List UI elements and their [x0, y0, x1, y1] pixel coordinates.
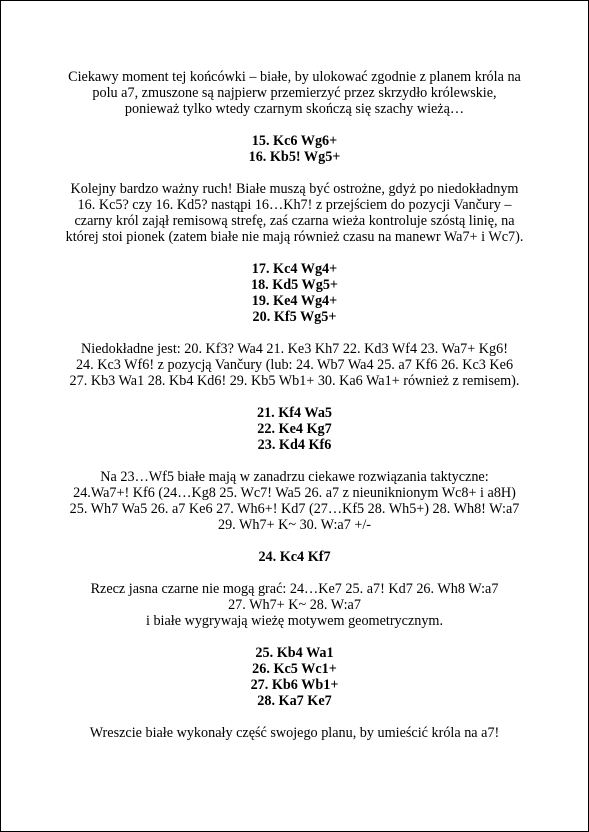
text-line: Wreszcie białe wykonały część swojego planu, by umieścić króla na a7! — [89, 725, 500, 741]
move-line: 19. Ke4 Wg4+ — [251, 293, 338, 309]
text-line: czarny król zajął remisową strefę, zaś czarna wieża kontroluje szóstą linię, na — [74, 213, 515, 229]
document-content — [1, 69, 588, 757]
move-block-4 — [1, 549, 588, 565]
text-line: Kolejny bardzo ważny ruch! Białe muszą być ostrożne, gdyż po niedokładnym — [70, 181, 519, 197]
text-line: Niedokładne jest: 20. Kf3? Wa4 21. Ke3 Kh7 22. Kd3 Wf4 23. Wa7+ Kg6! — [81, 341, 508, 357]
move-line: 15. Kc6 Wg6+ — [251, 133, 338, 149]
move-line: 22. Ke4 Kg7 — [257, 421, 332, 437]
text-line: 27. Wh7+ K~ 28. W:a7 — [228, 597, 361, 613]
text-line: Rzecz jasna czarne nie mogą grać: 24…Ke7 25. a7! Kd7 26. Wh8 W:a7 — [90, 581, 499, 597]
paragraph-2 — [1, 181, 588, 245]
text-line: 24. Kc3 Wf6! z pozycją Vančury (lub: 24. Wb7 Wa4 25. a7 Kf6 26. Kc3 Ke6 — [75, 357, 514, 373]
move-block-1 — [1, 133, 588, 165]
move-line: 17. Kc4 Wg4+ — [251, 261, 338, 277]
move-line: 26. Kc5 Wc1+ — [252, 661, 337, 677]
text-line: 16. Kc5? czy 16. Kd5? nastąpi 16…Kh7! z przejściem do pozycji Vančury – — [77, 197, 512, 213]
text-line: Ciekawy moment tej końcówki – białe, by ulokować zgodnie z planem króla na — [68, 69, 521, 85]
move-line: 21. Kf4 Wa5 — [256, 405, 333, 421]
move-line: 16. Kb5! Wg5+ — [248, 149, 341, 165]
text-line: 27. Kb3 Wa1 28. Kb4 Kd6! 29. Kb5 Wb1+ 30. Ka6 Wa1+ również z remisem). — [69, 373, 520, 389]
paragraph-6 — [1, 725, 588, 741]
move-line: 23. Kd4 Kf6 — [257, 437, 332, 453]
move-block-5 — [1, 645, 588, 709]
move-line: 24. Kc4 Kf7 — [258, 549, 331, 565]
text-line: której stoi pionek (zatem białe nie mają również czasu na manewr Wa7+ i Wc7). — [65, 229, 524, 245]
move-line: 27. Kb6 Wb1+ — [250, 677, 339, 693]
text-line: i białe wygrywają wieżę motywem geometrycznym. — [145, 613, 444, 629]
text-line: polu a7, zmuszone są najpierw przemierzyć przez skrzydło królewskie, — [92, 85, 497, 101]
paragraph-5 — [1, 581, 588, 629]
move-line: 25. Kb4 Wa1 — [255, 645, 334, 661]
move-block-2 — [1, 261, 588, 325]
paragraph-3 — [1, 341, 588, 389]
move-line: 20. Kf5 Wg5+ — [252, 309, 337, 325]
move-line: 28. Ka7 Ke7 — [257, 693, 332, 709]
text-line: Na 23…Wf5 białe mają w zanadrzu ciekawe rozwiązania taktyczne: — [100, 469, 489, 485]
text-line: 25. Wh7 Wa5 26. a7 Ke6 27. Wh6+! Kd7 (27…Kf5 28. Wh5+) 28. Wh8! W:a7 — [69, 501, 520, 517]
text-line: 24.Wa7+! Kf6 (24…Kg8 25. Wc7! Wa5 26. a7 z nieuniknionym Wc8+ i a8H) — [73, 485, 516, 501]
paragraph-1 — [1, 69, 588, 117]
move-block-3 — [1, 405, 588, 453]
text-line: ponieważ tylko wtedy czarnym skończą się szachy wieżą… — [124, 101, 465, 117]
text-line: 29. Wh7+ K~ 30. W:a7 +/- — [217, 517, 372, 533]
move-line: 18. Kd5 Wg5+ — [250, 277, 339, 293]
paragraph-4 — [1, 469, 588, 533]
